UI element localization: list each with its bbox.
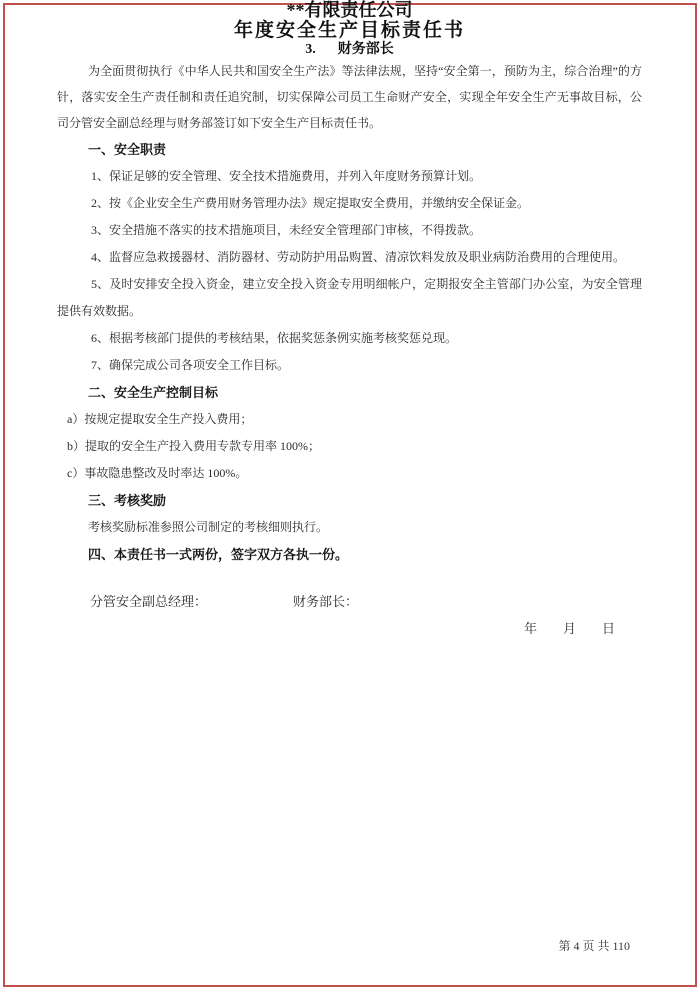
- section-1-heading: 一、安全职责: [88, 142, 167, 157]
- section-4-heading: 四、本责任书一式两份，签字双方各执一份。: [88, 547, 349, 562]
- role-heading: [57, 42, 642, 58]
- section-2-heading: 二、安全生产控制目标: [88, 385, 219, 400]
- target-item-a: a）按规定提取安全生产投入费用；: [67, 412, 253, 426]
- document-title: **有限责任公司: [286, 0, 413, 20]
- target-item-b: b）提取的安全生产投入费用专款专用率 100%；: [67, 439, 320, 453]
- intro-paragraph: 为全面贯彻执行《中华人民共和国安全生产法》等法律法规，坚持“安全第一，预防为主，综合治理”的方针，落实安全生产责任制和责任追究制，切实保障公司员工生命财产安全，实现全年安全生产无事故目标，公司分管安全副总经理与财务部签订如下安全生产目标责任书。: [57, 64, 642, 130]
- section-3-body: 考核奖励标准参照公司制定的考核细则执行。: [88, 520, 329, 534]
- document-content: [57, 0, 642, 642]
- role-heading-number: 3.: [305, 42, 316, 57]
- target-item-c: c）事故隐患整改及时率达 100%。: [67, 466, 248, 480]
- signature-right-label: 财务部长：: [293, 594, 359, 609]
- duty-item-5: 5、及时安排安全投入资金，建立安全投入资金专用明细帐户，定期报安全主管部门办公室，为安全管理提供有效数据。: [57, 277, 642, 318]
- section-3-heading: 三、考核奖励: [88, 493, 167, 508]
- duty-item-7: 7、确保完成公司各项安全工作目标。: [91, 358, 290, 372]
- duty-item-1: 1、保证足够的安全管理、安全技术措施费用，并列入年度财务预算计划。: [91, 169, 482, 183]
- duty-item-6: 6、根据考核部门提供的考核结果，依据奖惩条例实施考核奖惩兑现。: [91, 331, 458, 345]
- date-line: 年 月 日: [523, 621, 615, 636]
- duty-item-3: 3、安全措施不落实的技术措施项目，未经安全管理部门审核，不得拨款。: [91, 223, 482, 237]
- signature-left-label: 分管安全副总经理：: [90, 594, 208, 609]
- page-footer: 第 4 页 共 110: [558, 939, 630, 953]
- document-subtitle: 年度安全生产目标责任书: [233, 20, 465, 41]
- duty-item-4: 4、监督应急救援器材、消防器材、劳动防护用品购置、清凉饮料发放及职业病防治费用的合理使用。: [91, 250, 626, 264]
- role-heading-label: 财务部长: [337, 42, 394, 57]
- duty-item-2: 2、按《企业安全生产费用财务管理办法》规定提取安全费用，并缴纳安全保证金。: [91, 196, 530, 210]
- signature-row: [57, 588, 642, 615]
